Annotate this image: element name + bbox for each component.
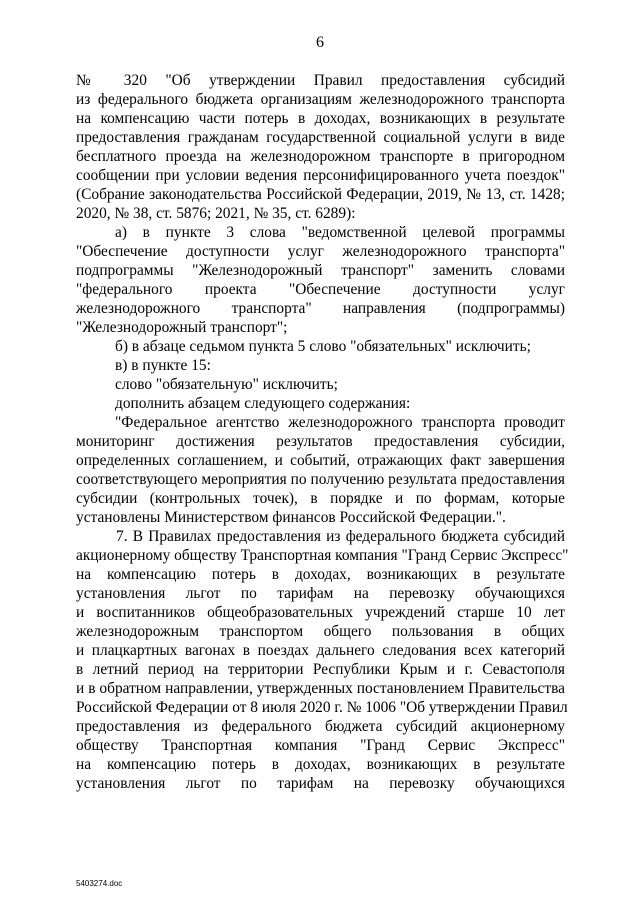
text-line: "Федеральное агентство железнодорожного транспорта проводит: [115, 414, 565, 431]
text-line: установления льгот по тарифам на перевозку обучающихся: [76, 585, 565, 602]
text-line: на компенсацию части потерь в доходах, возникающих в результате: [76, 110, 565, 127]
text-line: подпрограммы "Железнодорожный транспорт" заменить словами: [76, 262, 565, 279]
text-line: обществу Транспортная компания "Гранд Сервис Экспресс": [76, 737, 565, 754]
text-line: б) в абзаце седьмом пункта 5 слово "обязательных" исключить;: [115, 338, 531, 355]
text-line: из федерального бюджета организациям железнодорожного транспорта: [76, 91, 565, 108]
text-line: мониторинг достижения результатов предоставления субсидии,: [76, 433, 565, 450]
text-line: № 320 "Об утверждении Правил предоставления субсидий: [76, 72, 565, 89]
document-body: [76, 71, 569, 793]
text-line: и в обратном направлении, утвержденных постановлением Правительства: [76, 680, 565, 697]
text-line: акционерному обществу Транспортная компания "Гранд Сервис Экспресс": [76, 547, 569, 564]
text-line: (Собрание законодательства Российской Федерации, 2019, № 13, ст. 1428;: [76, 186, 565, 203]
text-line: на компенсацию потерь в доходах, возникающих в результате: [76, 756, 565, 773]
text-line: соответствующего мероприятия по получению результата предоставления: [76, 471, 565, 488]
text-line: предоставления гражданам государственной социальной услуги в виде: [76, 129, 565, 146]
text-line: на компенсацию потерь в доходах, возникающих в результате: [76, 566, 565, 583]
page-number: 6: [316, 34, 324, 51]
text-line: в летний период на территории Республики Крым и г. Севастополя: [76, 661, 565, 678]
text-line: железнодорожного транспорта" направления (подпрограммы): [76, 300, 565, 317]
text-line: сообщении при условии ведения персонифицированного учета поездок": [76, 167, 565, 184]
text-line: и воспитанников общеобразовательных учреждений старше 10 лет: [76, 604, 565, 621]
text-line: а) в пункте 3 слова "ведомственной целевой программы: [115, 224, 565, 241]
text-line: определенных соглашением, и событий, отражающих факт завершения: [76, 452, 565, 469]
file-name-footer: 5403274.doc: [76, 879, 123, 888]
text-line: слово "обязательную" исключить;: [115, 376, 338, 393]
text-line: и плацкартных вагонах в поездах дальнего следования всех категорий: [76, 642, 565, 659]
text-line: "Обеспечение доступности услуг железнодорожного транспорта": [76, 243, 565, 260]
text-line: субсидии (контрольных точек), в порядке и по формам, которые: [76, 490, 565, 507]
text-line: 7. В Правилах предоставления из федерального бюджета субсидий: [116, 528, 565, 545]
text-line: установлены Министерством финансов Российской Федерации.".: [76, 509, 506, 526]
text-line: 2020, № 38, ст. 5876; 2021, № 35, ст. 6289):: [76, 205, 356, 222]
text-line: дополнить абзацем следующего содержания:: [115, 395, 411, 412]
text-line: "федерального проекта "Обеспечение доступности услуг: [76, 281, 565, 298]
text-line: "Железнодорожный транспорт";: [76, 319, 288, 336]
text-line: в) в пункте 15:: [115, 357, 211, 374]
text-line: предоставления из федерального бюджета субсидий акционерному: [76, 718, 565, 735]
text-line: установления льгот по тарифам на перевозку обучающихся: [76, 775, 565, 792]
text-line: железнодорожным транспортом общего пользования в общих: [76, 623, 565, 640]
text-line: бесплатного проезда на железнодорожном транспорте в пригородном: [76, 148, 565, 165]
text-line: Российской Федерации от 8 июля 2020 г. № 1006 "Об утверждении Правил: [76, 699, 568, 716]
